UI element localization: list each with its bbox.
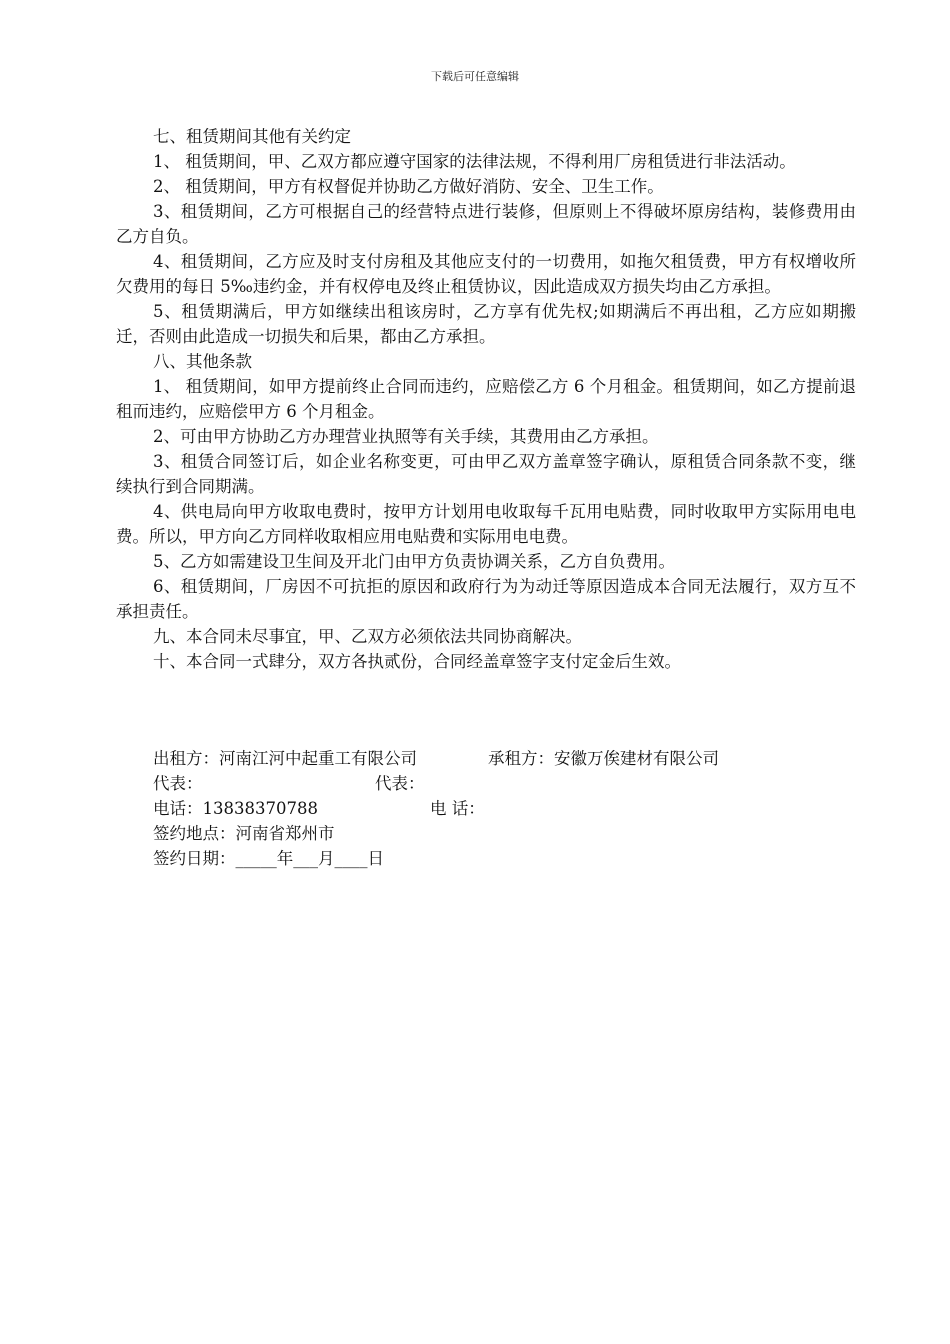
section-10: 十、本合同一式肆分，双方各执贰份，合同经盖章签字支付定金后生效。 (153, 652, 681, 671)
lessor-representative: 代表： (153, 774, 203, 793)
contract-body (116, 124, 856, 674)
lessee-phone: 电 话： (430, 799, 485, 818)
parties-row (153, 746, 719, 771)
clause-8-3: 3、租赁合同签订后，如企业名称变更，可由甲乙双方盖章签字确认，原租赁合同条款不变，继续执行到合同期满。 (116, 452, 856, 496)
signing-date: 签约日期：_____年___月____日 (153, 849, 384, 868)
signing-place: 签约地点：河南省郑州市 (153, 824, 335, 843)
clause-8-2: 2、可由甲方协助乙方办理营业执照等有关手续，其费用由乙方承担。 (153, 427, 659, 446)
clause-7-5: 5、租赁期满后，甲方如继续出租该房时，乙方享有优先权;如期满后不再出租，乙方应如期搬迁，否则由此造成一切损失和后果，都由乙方承担。 (116, 302, 856, 346)
section-heading-8: 八、其他条款 (153, 352, 252, 371)
clause-7-3: 3、租赁期间，乙方可根据自己的经营特点进行装修，但原则上不得破坏原房结构，装修费用由乙方自负。 (116, 202, 856, 246)
clause-8-5: 5、乙方如需建设卫生间及开北门由甲方负责协调关系，乙方自负费用。 (153, 552, 675, 571)
lessee-name: 承租方：安徽万俟建材有限公司 (488, 749, 719, 768)
lessee-representative: 代表： (375, 774, 425, 793)
lessor-phone: 电话：13838370788 (153, 799, 318, 818)
lessor-name: 出租方：河南江河中起重工有限公司 (153, 749, 417, 768)
clause-8-6: 6、租赁期间，厂房因不可抗拒的原因和政府行为为动迁等原因造成本合同无法履行，双方互不承担责任。 (116, 577, 856, 621)
clause-7-4: 4、租赁期间，乙方应及时支付房租及其他应支付的一切费用，如拖欠租赁费，甲方有权增收所欠费用的每日 5‰违约金，并有权停电及终止租赁协议，因此造成双方损失均由乙方承担。 (116, 252, 856, 296)
page-header-note: 下载后可任意编辑 (431, 70, 519, 83)
section-heading-7: 七、租赁期间其他有关约定 (153, 127, 351, 146)
clause-7-1: 1、 租赁期间，甲、乙双方都应遵守国家的法律法规，不得利用厂房租赁进行非法活动。 (153, 152, 796, 171)
clause-7-2: 2、 租赁期间，甲方有权督促并协助乙方做好消防、安全、卫生工作。 (153, 177, 664, 196)
phone-row (153, 796, 719, 821)
clause-8-4: 4、供电局向甲方收取电费时，按甲方计划用电收取每千瓦用电贴费，同时收取甲方实际用电电费。所以，甲方向乙方同样收取相应用电贴费和实际用电电费。 (116, 502, 856, 546)
section-9: 九、本合同未尽事宜，甲、乙双方必须依法共同协商解决。 (153, 627, 582, 646)
signature-block (153, 746, 719, 871)
representative-row (153, 771, 719, 796)
clause-8-1: 1、 租赁期间，如甲方提前终止合同而违约，应赔偿乙方 6 个月租金。租赁期间，如乙方提前退租而违约，应赔偿甲方 6 个月租金。 (116, 377, 856, 421)
